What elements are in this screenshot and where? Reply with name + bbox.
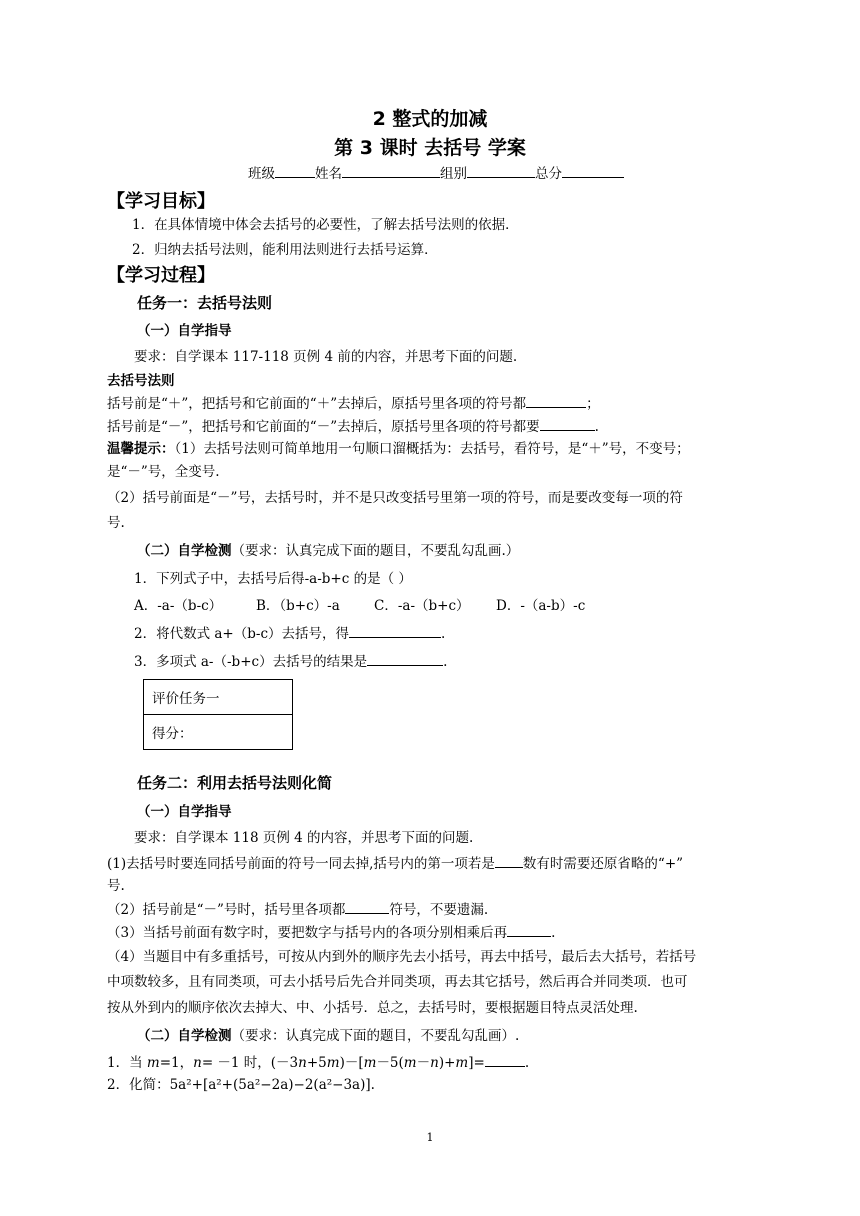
tip-label: 温馨提示： [107, 441, 175, 457]
t2-point-1-tail: 数有时需要还原省略的“+” [522, 856, 684, 872]
page-number: 1 [426, 1131, 434, 1144]
t2-q1-part: . [524, 1055, 530, 1071]
goals-heading: 【学习目标】 [107, 191, 215, 212]
option-a[interactable]: A．-a-（b-c） [134, 598, 223, 614]
score-label: 总分 [535, 166, 562, 182]
doc-title: 2 整式的加减 [372, 108, 488, 130]
option-c[interactable]: C．-a-（b+c） [374, 598, 470, 614]
t2-point-2-tail: 符号，不要遗漏. [389, 902, 489, 918]
tip-2-line-1: （2）括号前面是“－”号，去括号时，并不是只改变括号里第一项的符号，而是要改变每一项的符 [107, 490, 683, 506]
t2-q1-part: ]= [468, 1055, 485, 1071]
t2-point-3 [107, 922, 555, 943]
t1-question-3-text: 3．多项式 a-（-b+c）去括号的结果是 [134, 654, 368, 670]
rule-1-text: 括号前是“＋”，把括号和它前面的“＋”去掉后，原括号里各项的符号都 [107, 396, 527, 412]
tip-2-line-2: 号. [107, 515, 125, 531]
t2-q1-var: m [146, 1055, 160, 1071]
t1-question-2-end: . [441, 626, 446, 642]
task1-check [137, 541, 519, 561]
process-heading: 【学习过程】 [107, 265, 215, 286]
task2-guide-heading: （一）自学指导 [137, 804, 232, 820]
task1-check-note: （要求：认真完成下面的题目，不要乱勾乱画.） [231, 543, 520, 559]
t2-point-1-text: (1)去括号时要连同括号前面的符号一同去掉,括号内的第一项若是 [107, 856, 495, 872]
t2-q1-part: － [416, 1055, 431, 1071]
task2-check [137, 1026, 519, 1046]
name-label: 姓名 [315, 166, 342, 182]
t2-point-3-tail: . [551, 925, 556, 941]
t1-question-2 [134, 623, 445, 644]
t1-question-2-blank[interactable] [349, 623, 441, 638]
score-blank[interactable] [562, 163, 624, 178]
task1-guide-heading: （一）自学指导 [137, 323, 232, 339]
t2-q1-var: n [193, 1055, 202, 1071]
t2-q1-part: 1．当 [107, 1055, 147, 1071]
tip-line-2: 是“－”号，全变号. [107, 464, 220, 480]
info-row [248, 163, 624, 184]
t2-point-2-text: （2）括号前是“－”号时，括号里各项都 [107, 902, 346, 918]
task2-check-note: （要求：认真完成下面的题目，不要乱勾乱画）. [231, 1028, 520, 1044]
t2-point-4-line-2: 中项数较多，且有同类项，可去小括号后先合并同类项，再去其它括号，然后再合并同类项．也可 [107, 974, 688, 990]
group-blank[interactable] [467, 163, 535, 178]
eval-score-cell[interactable]: 得分： [144, 715, 293, 750]
task1-heading: 任务一：去括号法则 [137, 294, 273, 312]
t2-question-2: 2．化简：5a²+[a²+(5a²−2a)−2(a²−3a)]. [107, 1077, 375, 1093]
goal-item-2: 2．归纳去括号法则，能利用法则进行去括号运算． [132, 242, 438, 258]
t2-q1-part: －5( [376, 1055, 404, 1071]
t2-question-1-blank[interactable] [485, 1052, 525, 1067]
t1-question-3 [134, 651, 447, 672]
rule-1-blank[interactable] [526, 393, 586, 408]
option-d[interactable]: D．-（a-b）-c [496, 598, 586, 614]
t1-question-3-blank[interactable] [367, 651, 443, 666]
task2-check-heading: （二）自学检测 [137, 1028, 232, 1044]
name-blank[interactable] [342, 163, 440, 178]
t2-point-3-blank[interactable] [507, 922, 551, 937]
task1-requirement: 要求：自学课本 117-118 页例 4 前的内容，并思考下面的问题. [134, 349, 518, 365]
rule-1 [107, 393, 600, 414]
t2-q1-part: )+ [438, 1055, 456, 1071]
tip-line-1 [107, 439, 690, 459]
t2-point-2-blank[interactable] [345, 899, 389, 914]
t2-point-1-line-1 [107, 853, 683, 874]
t2-q1-part: )－[ [339, 1055, 364, 1071]
t2-q1-part: = －1 时，(－3 [201, 1055, 299, 1071]
t1-question-2-text: 2．将代数式 a+（b-c）去括号，得 [134, 626, 350, 642]
eval-title-cell: 评价任务一 [144, 680, 293, 715]
t2-q1-var: m [326, 1055, 340, 1071]
t2-point-1-blank[interactable] [495, 853, 523, 868]
class-label: 班级 [248, 166, 275, 182]
t2-question-1 [107, 1052, 529, 1073]
rule-2-blank[interactable] [540, 416, 595, 431]
t2-point-2 [107, 899, 488, 920]
option-b[interactable]: B．（b+c）-a [256, 598, 340, 614]
t2-point-3-text: （3）当括号前面有数字时，要把数字与括号内的各项分别相乘后再 [107, 925, 508, 941]
rule-1-end: ； [586, 396, 600, 412]
task2-requirement: 要求：自学课本 118 页例 4 的内容，并思考下面的问题. [134, 830, 474, 846]
t2-q1-var: m [403, 1055, 417, 1071]
t2-q1-var: m [455, 1055, 469, 1071]
rule-2 [107, 416, 599, 437]
doc-subtitle: 第 3 课时 去括号 学案 [334, 137, 526, 159]
t2-q1-part: =1， [159, 1055, 194, 1071]
t1-question-1: 1．下列式子中，去括号后得-a-b+c 的是（ ） [134, 571, 412, 587]
t2-q1-var: n [298, 1055, 307, 1071]
tip-1-text: （1）去括号法则可简单地用一句顺口溜概括为：去括号，看符号，是“＋”号，不变号； [174, 441, 690, 457]
t2-point-1-line-2: 号. [107, 878, 125, 894]
task1-check-heading: （二）自学检测 [137, 543, 232, 559]
t2-q1-part: +5 [306, 1055, 327, 1071]
class-blank[interactable] [275, 163, 315, 178]
t2-q1-var: m [363, 1055, 377, 1071]
task2-heading: 任务二：利用去括号法则化简 [137, 774, 333, 792]
t2-point-4-line-3: 按从外到内的顺序依次去掉大、中、小括号．总之，去括号时，要根据题目特点灵活处理. [107, 1000, 638, 1016]
rule-title: 去括号法则 [107, 373, 175, 389]
rule-2-end: . [594, 419, 599, 435]
t2-q1-var: n [430, 1055, 439, 1071]
t1-question-3-end: . [443, 654, 448, 670]
rule-2-text: 括号前是“－”，把括号和它前面的“－”去掉后，原括号里各项的符号都要 [107, 419, 540, 435]
goal-item-1: 1．在具体情境中体会去括号的必要性，了解去括号法则的依据． [132, 217, 519, 233]
t1-question-1-options [134, 596, 585, 616]
evaluation-table [143, 679, 293, 750]
group-label: 组别 [440, 166, 467, 182]
t2-point-4-line-1: （4）当题目中有多重括号，可按从内到外的顺序先去小括号，再去中括号，最后去大括号，若括号 [107, 949, 697, 965]
